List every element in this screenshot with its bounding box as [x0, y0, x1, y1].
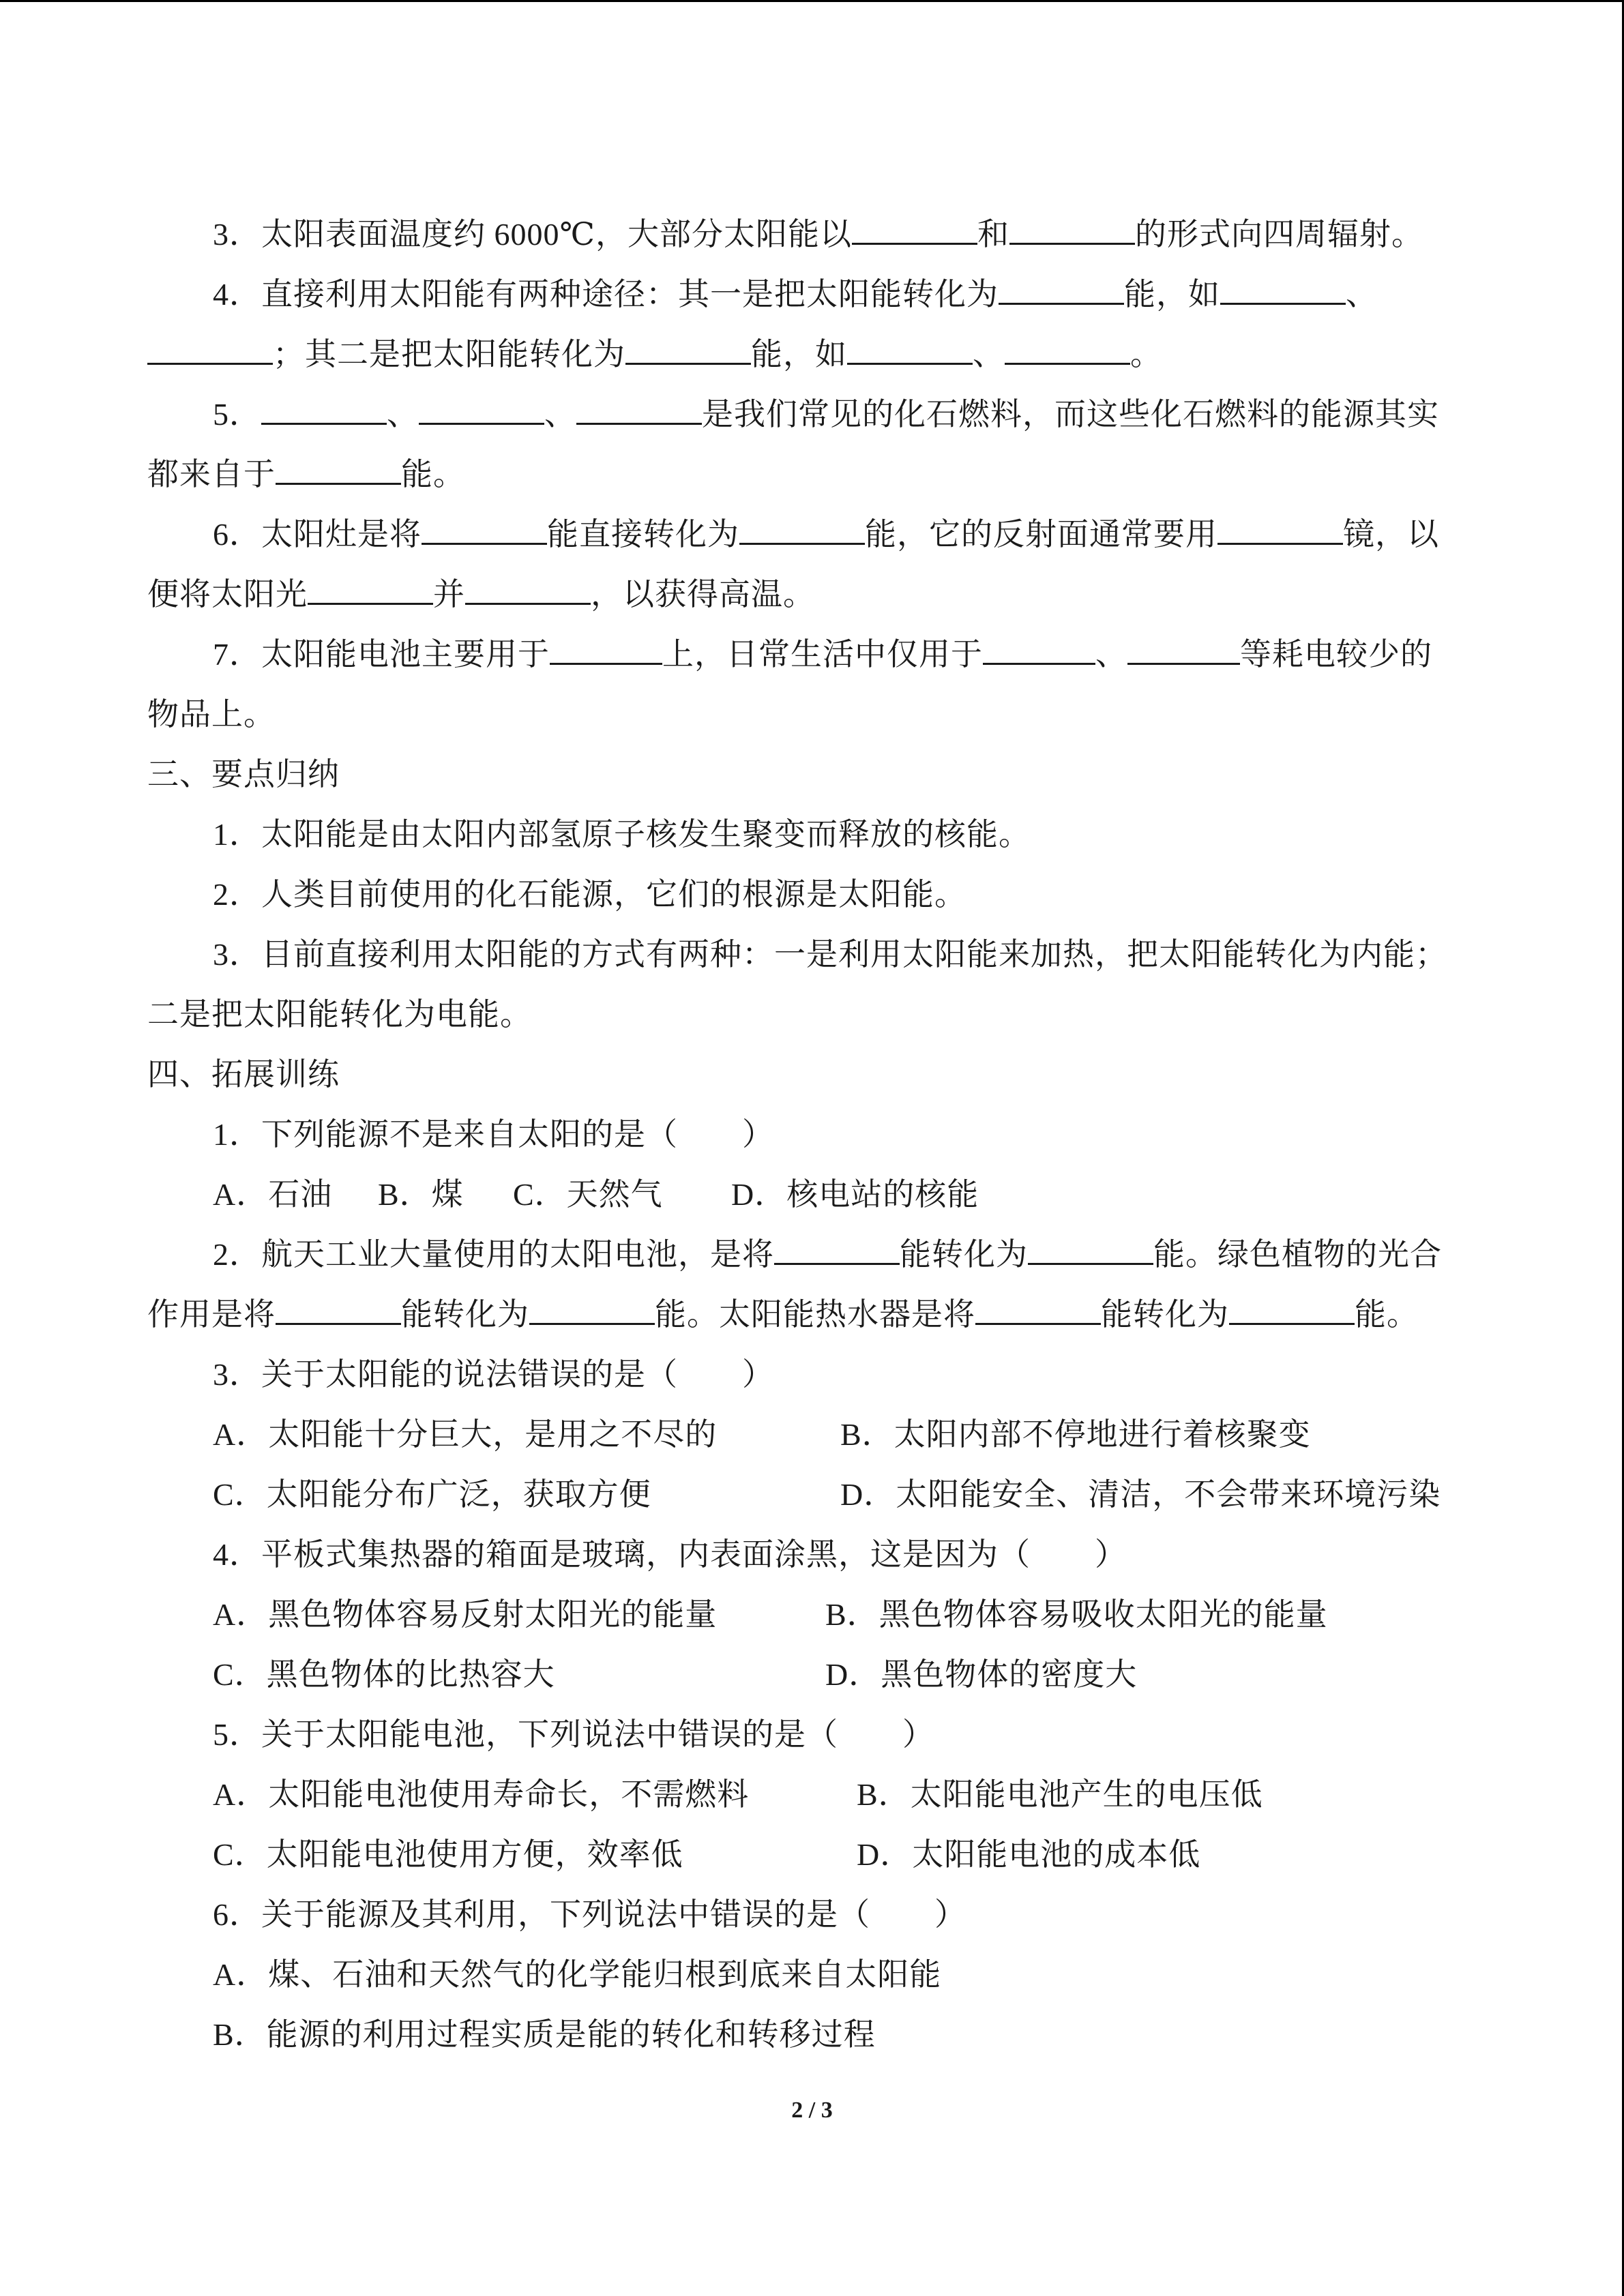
- option-c[interactable]: C．黑色物体的比热容大: [213, 1657, 555, 1692]
- option-a[interactable]: A．太阳能电池使用寿命长，不需燃料: [213, 1777, 750, 1812]
- top-border: [0, 0, 1624, 2]
- answer-blank[interactable]: [1028, 1227, 1153, 1265]
- exercise-1-question: 1．下列能源不是来自太阳的是（ ）: [213, 1117, 774, 1152]
- question-7-line-1: 7．太阳能电池主要用于 上，日常生活中仅用于 、 等耗电较少的: [147, 625, 1477, 685]
- summary-point-1: 1．太阳能是由太阳内部氢原子核发生聚变而释放的核能。: [213, 817, 1031, 852]
- option-b[interactable]: B．煤: [378, 1177, 464, 1212]
- answer-blank[interactable]: [1127, 627, 1240, 665]
- exercise-6-option-b[interactable]: B．能源的利用过程实质是能的转化和转移过程: [213, 2017, 876, 2052]
- option-a[interactable]: A．石油: [213, 1177, 333, 1212]
- answer-blank[interactable]: [1005, 327, 1130, 365]
- answer-blank[interactable]: [261, 387, 387, 425]
- question-4-line-2: ；其二是把太阳能转化为 能，如 、 。: [147, 325, 1477, 385]
- answer-blank[interactable]: [1229, 1287, 1355, 1325]
- answer-blank[interactable]: [983, 627, 1095, 665]
- summary-point-3: 3．目前直接利用太阳能的方式有两种：一是利用太阳能来加热，把太阳能转化为内能；: [213, 937, 1447, 972]
- exercise-1-options: [147, 1165, 1477, 1225]
- summary-point-2: 2．人类目前使用的化石能源，它们的根源是太阳能。: [213, 877, 966, 912]
- exercise-5-options-cd: [147, 1825, 1477, 1885]
- exercise-2-line-1: 2．航天工业大量使用的太阳电池，是将 能转化为 能。绿色植物的光合: [147, 1225, 1477, 1285]
- answer-blank[interactable]: [739, 507, 865, 545]
- option-a[interactable]: A．太阳能十分巨大，是用之不尽的: [213, 1417, 718, 1452]
- option-b[interactable]: B．黑色物体容易吸收太阳光的能量: [825, 1597, 1328, 1632]
- answer-blank[interactable]: [465, 567, 591, 605]
- option-d[interactable]: D．黑色物体的密度大: [825, 1657, 1138, 1692]
- exercise-2-line-2: 作用是将 能转化为 能。太阳能热水器是将 能转化为 能。: [147, 1285, 1477, 1345]
- exercise-5-options-ab: [147, 1765, 1477, 1825]
- exercise-4-question: 4．平板式集热器的箱面是玻璃，内表面涂黑，这是因为（ ）: [213, 1537, 1127, 1572]
- exercise-3-options-cd: [147, 1465, 1477, 1525]
- answer-blank[interactable]: [529, 1287, 655, 1325]
- option-b[interactable]: B．太阳能电池产生的电压低: [857, 1777, 1263, 1812]
- question-3: 3．太阳表面温度约 6000℃，大部分太阳能以 和 的形式向四周辐射。: [147, 205, 1477, 265]
- exercise-6-option-a[interactable]: A．煤、石油和天然气的化学能归根到底来自太阳能: [213, 1957, 942, 1992]
- question-4-line-1: 4．直接利用太阳能有两种途径：其一是把太阳能转化为 能，如 、: [147, 265, 1477, 325]
- answer-blank[interactable]: [308, 567, 433, 605]
- option-d[interactable]: D．核电站的核能: [731, 1177, 979, 1212]
- option-c[interactable]: C．太阳能电池使用方便，效率低: [213, 1837, 683, 1872]
- answer-blank[interactable]: [276, 447, 401, 485]
- option-d[interactable]: D．太阳能安全、清洁，不会带来环境污染: [840, 1477, 1441, 1512]
- answer-blank[interactable]: [550, 627, 662, 665]
- page-number: 2 / 3: [791, 2098, 833, 2123]
- option-b[interactable]: B．太阳内部不停地进行着核聚变: [840, 1417, 1311, 1452]
- option-c[interactable]: C．天然气: [513, 1177, 663, 1212]
- exercise-6-question: 6．关于能源及其利用，下列说法中错误的是（ ）: [213, 1897, 966, 1932]
- answer-blank[interactable]: [975, 1287, 1101, 1325]
- question-6-line-2: 便将太阳光 并 ，以获得高温。: [147, 565, 1477, 625]
- document-body: [147, 205, 1477, 2065]
- section-3-title: 三、要点归纳: [147, 757, 340, 792]
- option-c[interactable]: C．太阳能分布广泛，获取方便: [213, 1477, 651, 1512]
- exercise-5-question: 5．关于太阳能电池，下列说法中错误的是（ ）: [213, 1717, 934, 1752]
- summary-point-3-cont: 二是把太阳能转化为电能。: [147, 997, 532, 1032]
- answer-blank[interactable]: [1220, 267, 1346, 305]
- answer-blank[interactable]: [419, 387, 544, 425]
- answer-blank[interactable]: [1217, 507, 1343, 545]
- answer-blank[interactable]: [422, 507, 547, 545]
- question-6-line-1: 6．太阳灶是将 能直接转化为 能，它的反射面通常要用 镜，以: [147, 505, 1477, 565]
- option-d[interactable]: D．太阳能电池的成本低: [857, 1837, 1201, 1872]
- section-4-title: 四、拓展训练: [147, 1057, 340, 1092]
- exercise-3-question: 3．关于太阳能的说法错误的是（ ）: [213, 1357, 774, 1392]
- answer-blank[interactable]: [847, 327, 973, 365]
- exercise-4-options-ab: [147, 1585, 1477, 1645]
- question-5-line-2: 都来自于 能。: [147, 445, 1477, 505]
- exercise-3-options-ab: [147, 1405, 1477, 1465]
- exercise-4-options-cd: [147, 1645, 1477, 1705]
- question-7-line-2: 物品上。: [147, 697, 276, 732]
- answer-blank[interactable]: [276, 1287, 401, 1325]
- answer-blank[interactable]: [625, 327, 751, 365]
- answer-blank[interactable]: [852, 207, 977, 245]
- answer-blank[interactable]: [999, 267, 1124, 305]
- answer-blank[interactable]: [576, 387, 702, 425]
- answer-blank[interactable]: [147, 327, 273, 365]
- option-a[interactable]: A．黑色物体容易反射太阳光的能量: [213, 1597, 718, 1632]
- answer-blank[interactable]: [1009, 207, 1135, 245]
- answer-blank[interactable]: [774, 1227, 900, 1265]
- question-5-line-1: 5． 、 、 是我们常见的化石燃料，而这些化石燃料的能源其实: [147, 385, 1477, 445]
